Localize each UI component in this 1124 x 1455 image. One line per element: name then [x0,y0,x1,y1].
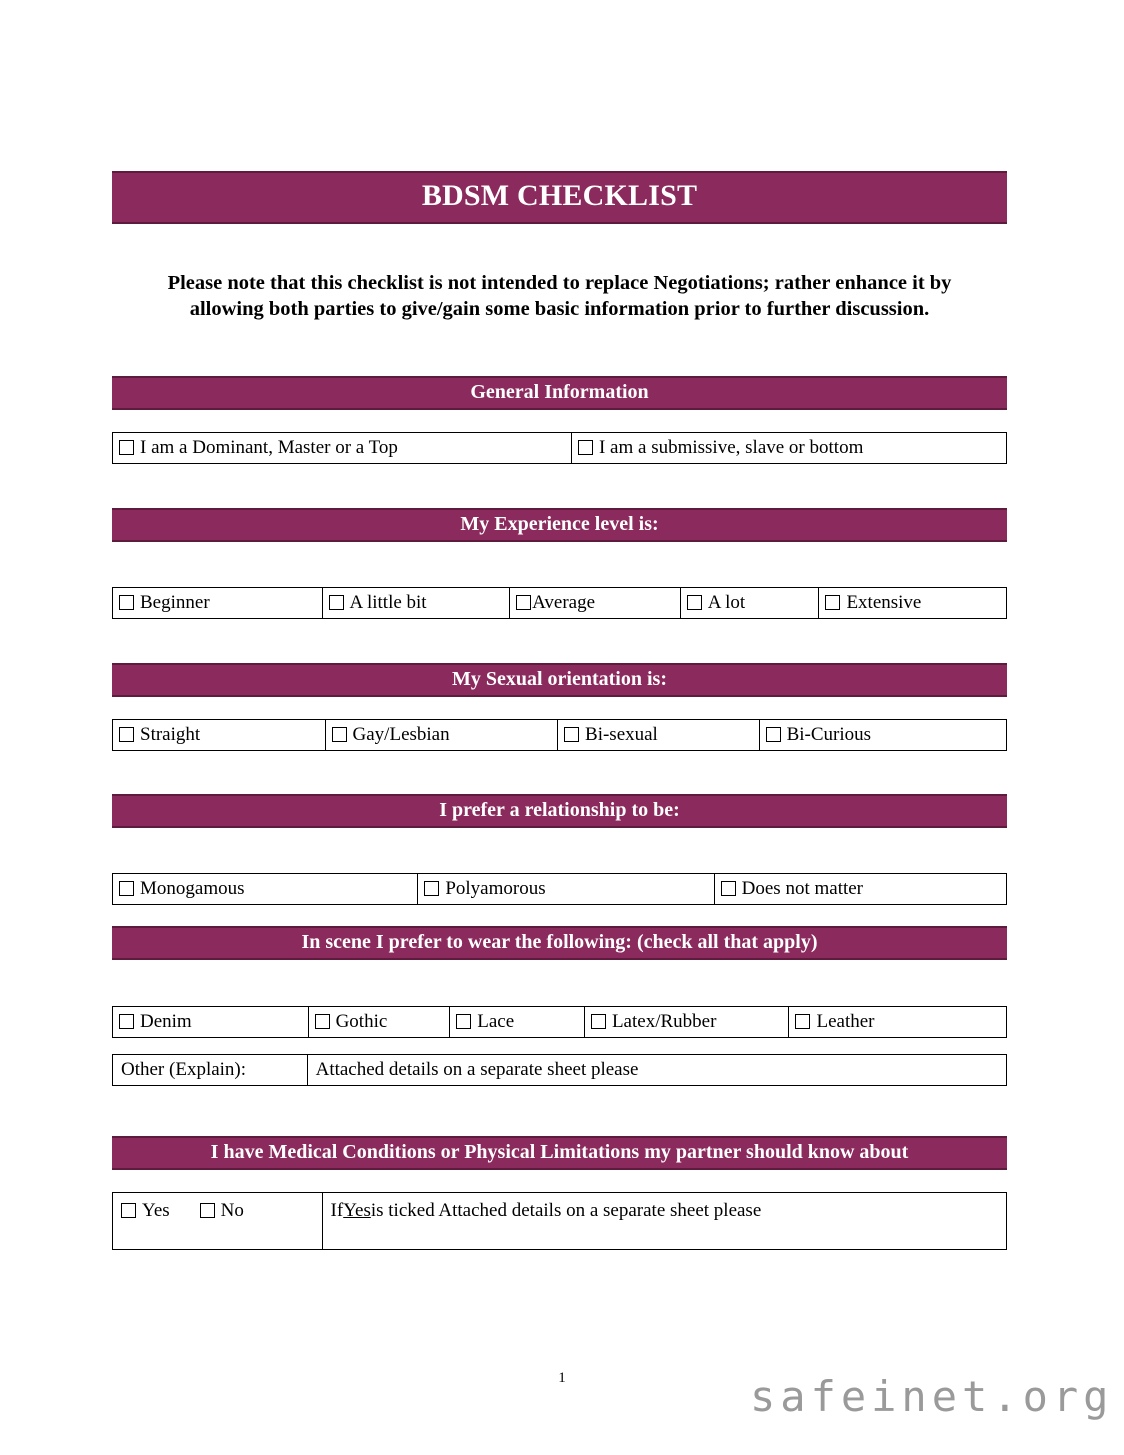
medical-yesno-group [113,1193,323,1249]
option-label: Bi-sexual [585,723,658,745]
option-label: A little bit [349,591,427,613]
option-label: Lace [477,1010,515,1032]
checkbox-icon[interactable] [591,1014,606,1029]
orientation-options-row [112,719,1007,751]
option-beginner[interactable] [113,588,323,618]
checkbox-icon[interactable] [119,727,134,742]
option-label: Gay/Lesbian [352,723,450,745]
option-label: Denim [140,1010,192,1032]
watermark: safeinet.org [750,1372,1114,1421]
option-label: A lot [707,591,746,613]
general-options-row [112,432,1007,464]
option-medical-yes[interactable] [121,1200,170,1222]
option-label: I am a Dominant, Master or a Top [140,436,398,458]
section-heading-general: General Information [112,376,1007,410]
other-explain-label: Other (Explain): [113,1055,308,1085]
option-label: Beginner [140,591,210,613]
option-denim[interactable] [113,1007,309,1037]
option-label: Bi-Curious [786,723,872,745]
checkbox-icon[interactable] [332,727,347,742]
checkbox-icon[interactable] [315,1014,330,1029]
medical-note[interactable] [323,1193,1006,1249]
checkbox-icon[interactable] [795,1014,810,1029]
experience-options-row [112,587,1007,619]
section-heading-medical: I have Medical Conditions or Physical Limitations my partner should know about [112,1136,1007,1170]
relationship-options-row [112,873,1007,905]
medical-note-prefix: If [330,1199,344,1221]
attire-other-row [112,1054,1007,1086]
option-polyamorous[interactable] [418,874,714,904]
option-bi-sexual[interactable] [558,720,760,750]
option-label: Extensive [846,591,922,613]
checkbox-icon[interactable] [329,595,344,610]
medical-row [112,1192,1007,1250]
option-label: Leather [816,1010,875,1032]
option-gay-lesbian[interactable] [326,720,558,750]
medical-note-emphasis: Yes [343,1199,371,1221]
option-latex-rubber[interactable] [585,1007,790,1037]
attire-options-row [112,1006,1007,1038]
option-a-little-bit[interactable] [323,588,511,618]
other-explain-value[interactable]: Attached details on a separate sheet please [315,1058,639,1080]
option-label: No [220,1199,244,1221]
option-a-lot[interactable] [681,588,820,618]
document-title-bar: BDSM CHECKLIST [112,171,1007,224]
medical-note-suffix: is ticked Attached details on a separate sheet please [370,1199,762,1221]
option-extensive[interactable] [819,588,1006,618]
option-monogamous[interactable] [113,874,418,904]
checkbox-icon[interactable] [121,1203,136,1218]
checkbox-icon[interactable] [766,727,781,742]
option-label: Monogamous [140,877,245,899]
option-label: I am a submissive, slave or bottom [598,436,864,458]
option-submissive[interactable] [572,433,1006,463]
option-leather[interactable] [789,1007,1006,1037]
option-lace[interactable] [450,1007,585,1037]
checkbox-icon[interactable] [424,881,439,896]
option-dominant[interactable] [113,433,572,463]
checkbox-icon[interactable] [456,1014,471,1029]
checkbox-icon[interactable] [687,595,702,610]
option-straight[interactable] [113,720,326,750]
checkbox-icon[interactable] [200,1203,215,1218]
checkbox-icon[interactable] [119,440,134,455]
section-heading-orientation: My Sexual orientation is: [112,663,1007,697]
page-number: 1 [558,1370,566,1386]
option-medical-no[interactable] [200,1200,244,1222]
option-does-not-matter[interactable] [715,874,1006,904]
checkbox-icon[interactable] [721,881,736,896]
section-heading-attire: In scene I prefer to wear the following: (check all that apply) [112,926,1007,960]
option-label: Yes [142,1199,170,1221]
checkbox-icon[interactable] [578,440,593,455]
checkbox-icon[interactable] [119,595,134,610]
option-label: Average [532,591,596,613]
option-label: Latex/Rubber [611,1010,717,1032]
checkbox-icon[interactable] [119,1014,134,1029]
option-label: Gothic [335,1010,388,1032]
section-heading-relationship: I prefer a relationship to be: [112,794,1007,828]
intro-paragraph: Please note that this checklist is not intended to replace Negotiations; rather enhance it by allowing both parties to give/gain some basic information prior to further discussion. [167,271,952,320]
option-label: Does not matter [741,877,864,899]
option-label: Polyamorous [445,877,546,899]
option-average[interactable] [510,588,681,618]
checkbox-icon[interactable] [119,881,134,896]
option-gothic[interactable] [309,1007,451,1037]
checkbox-icon[interactable] [516,595,531,610]
document-content [112,0,1007,1250]
option-label: Straight [140,723,201,745]
section-heading-experience: My Experience level is: [112,508,1007,542]
option-bi-curious[interactable] [760,720,1006,750]
checkbox-icon[interactable] [825,595,840,610]
checkbox-icon[interactable] [564,727,579,742]
